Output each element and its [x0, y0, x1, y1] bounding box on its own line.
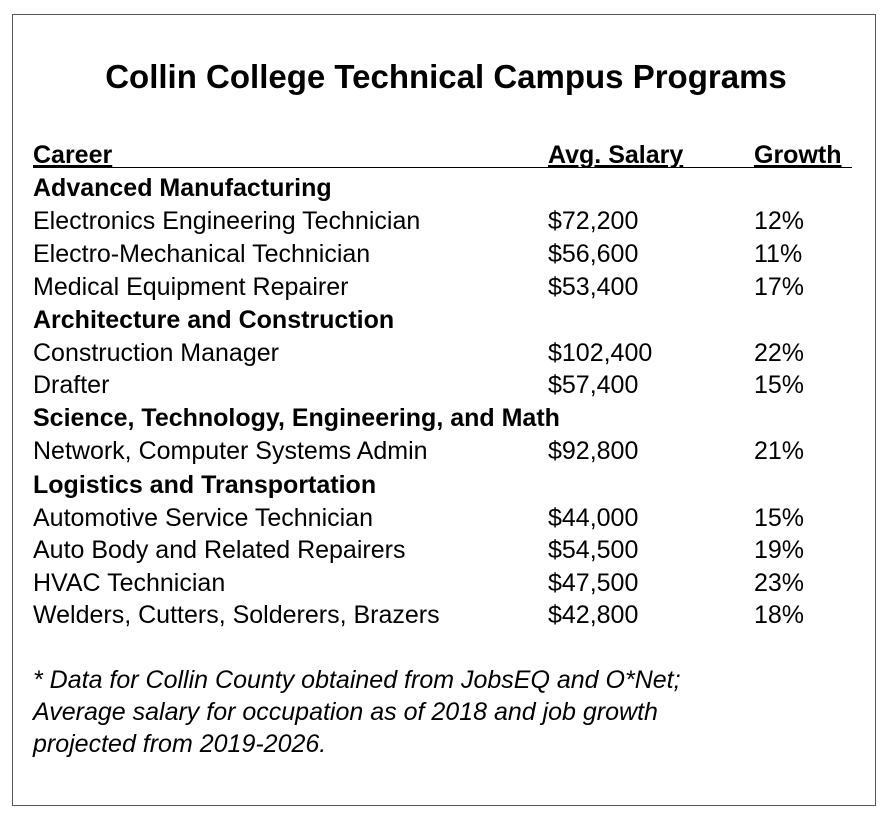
career-name: Medical Equipment Repairer — [33, 273, 349, 301]
avg-salary: $57,400 — [548, 371, 639, 399]
growth-rate: 12% — [754, 207, 805, 235]
growth-rate: 22% — [754, 339, 805, 367]
table-row — [0, 238, 892, 271]
table-row — [0, 567, 892, 600]
career-name: HVAC Technician — [33, 569, 226, 597]
avg-salary: $53,400 — [548, 273, 639, 301]
table-row — [0, 271, 892, 304]
header-growth: Growth — [754, 141, 842, 169]
table-row — [0, 534, 892, 567]
category-heading: Architecture and Construction — [33, 306, 395, 334]
category-heading: Science, Technology, Engineering, and Math — [33, 404, 560, 432]
avg-salary: $72,200 — [548, 207, 639, 235]
career-name: Network, Computer Systems Admin — [33, 437, 428, 465]
career-name: Electronics Engineering Technician — [33, 207, 421, 235]
footnote-line: projected from 2019-2026. — [33, 730, 327, 758]
page-title: Collin College Technical Campus Programs — [105, 58, 787, 95]
growth-rate: 18% — [754, 601, 805, 629]
growth-rate: 21% — [754, 437, 805, 465]
growth-rate: 15% — [754, 371, 805, 399]
category-heading: Logistics and Transportation — [33, 471, 377, 499]
career-name: Automotive Service Technician — [33, 504, 373, 532]
career-name: Welders, Cutters, Solderers, Brazers — [33, 601, 440, 629]
growth-rate: 15% — [754, 504, 805, 532]
footnote — [33, 664, 833, 760]
table-row — [0, 435, 892, 468]
career-name: Electro-Mechanical Technician — [33, 240, 371, 268]
header-career: Career — [33, 141, 113, 169]
footnote-line: Average salary for occupation as of 2018 and job growth — [33, 698, 658, 726]
footnote-line: * Data for Collin County obtained from JobsEQ and O*Net; — [33, 666, 681, 694]
header-avg-salary: Avg. Salary — [548, 141, 684, 169]
table-row — [0, 337, 892, 370]
avg-salary: $92,800 — [548, 437, 639, 465]
table-row — [0, 599, 892, 632]
growth-rate: 19% — [754, 536, 805, 564]
category-heading: Advanced Manufacturing — [33, 174, 332, 202]
career-name: Drafter — [33, 371, 110, 399]
avg-salary: $56,600 — [548, 240, 639, 268]
avg-salary: $44,000 — [548, 504, 639, 532]
avg-salary: $47,500 — [548, 569, 639, 597]
growth-rate: 11% — [754, 240, 803, 268]
growth-rate: 17% — [754, 273, 805, 301]
table-row — [0, 502, 892, 535]
career-name: Construction Manager — [33, 339, 279, 367]
avg-salary: $42,800 — [548, 601, 639, 629]
table-row — [0, 369, 892, 402]
header-rule — [33, 167, 852, 168]
career-name: Auto Body and Related Repairers — [33, 536, 406, 564]
avg-salary: $102,400 — [548, 339, 653, 367]
table-row — [0, 205, 892, 238]
growth-rate: 23% — [754, 569, 805, 597]
avg-salary: $54,500 — [548, 536, 639, 564]
